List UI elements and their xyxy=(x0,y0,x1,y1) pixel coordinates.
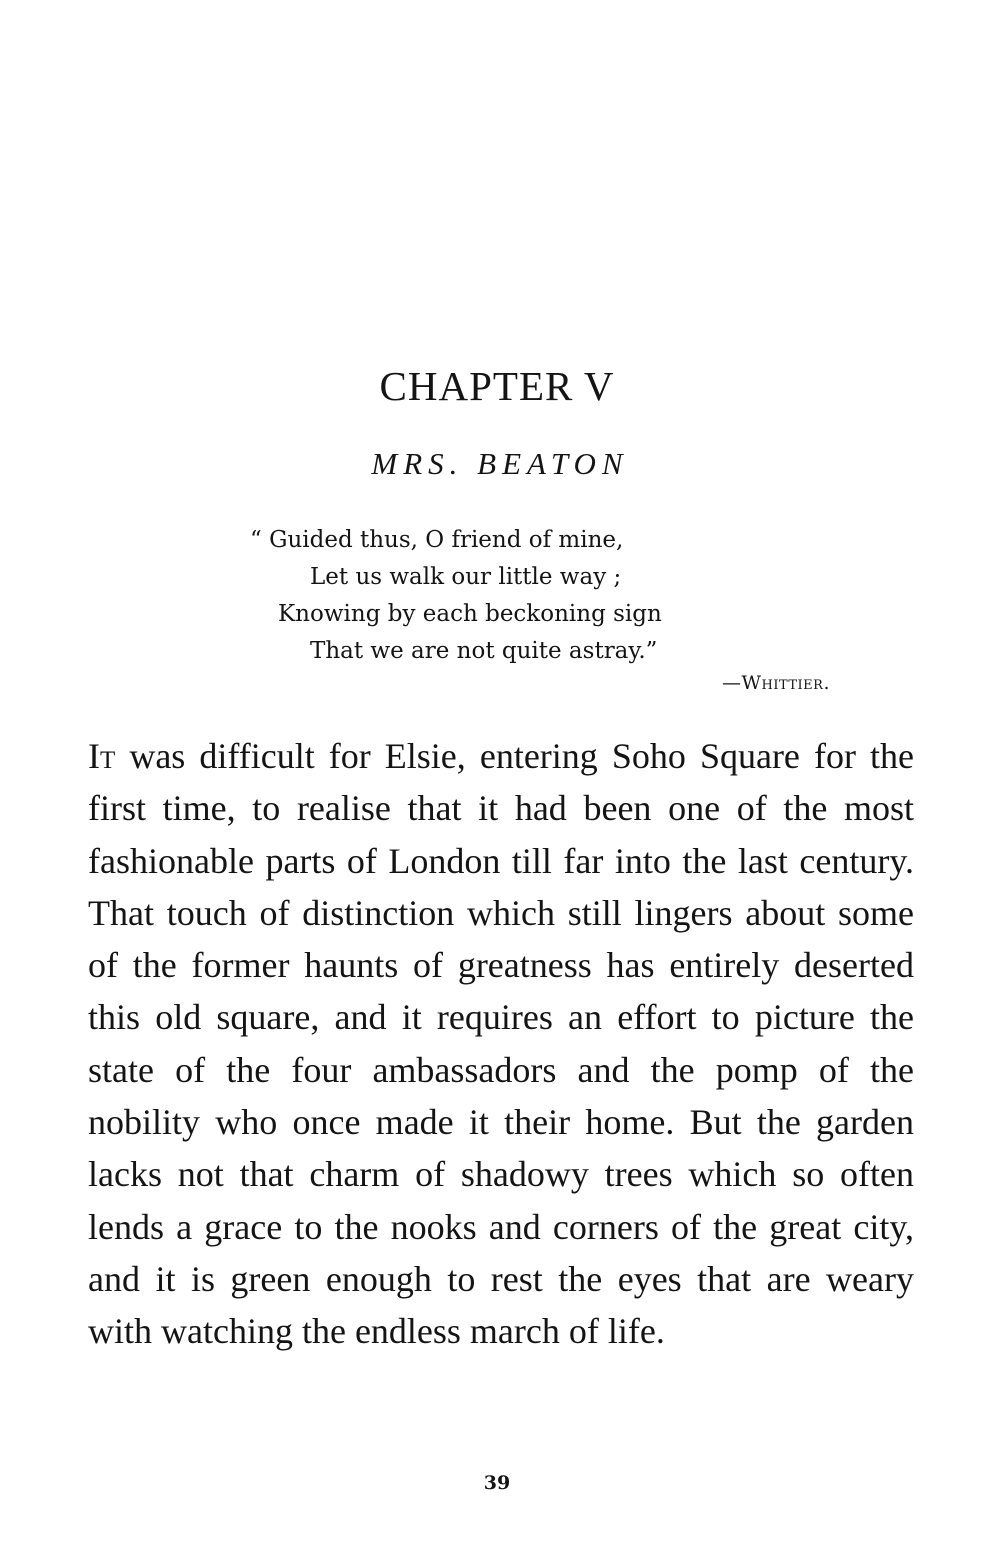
chapter-subtitle: MRS. BEATON xyxy=(371,446,629,481)
chapter-heading-text: CHAPTER V xyxy=(379,363,615,409)
epigraph-attribution: —Whittier. xyxy=(721,672,830,694)
epigraph-line: Let us walk our little way ; xyxy=(310,564,622,590)
opening-word: It xyxy=(88,736,116,776)
page-number: 39 xyxy=(483,1472,511,1494)
paragraph-text: was difficult for Elsie, entering Soho Square for the first time, to realise that it had been one of the most fashionable parts of London till far into the last century. That touch of distinction which still lingers about some of the former haunts of greatness has entirely deserted this old square, and it requires an effort to picture the state of the four ambassadors and the pomp of the nobility who once made it their home. But the garden lacks not that charm of shadowy trees which so often lends a grace to the nooks and corners of the great city, and it is green enough to rest the eyes that are weary with watching the endless march of life. xyxy=(88,736,914,1352)
body-paragraph xyxy=(88,730,914,1358)
epigraph-line: Knowing by each beckoning sign xyxy=(278,601,662,627)
epigraph xyxy=(250,522,850,670)
epigraph-line: “ Guided thus, O friend of mine, xyxy=(250,527,624,553)
chapter-heading xyxy=(0,362,1000,410)
epigraph-line: That we are not quite astray.” xyxy=(310,638,658,664)
